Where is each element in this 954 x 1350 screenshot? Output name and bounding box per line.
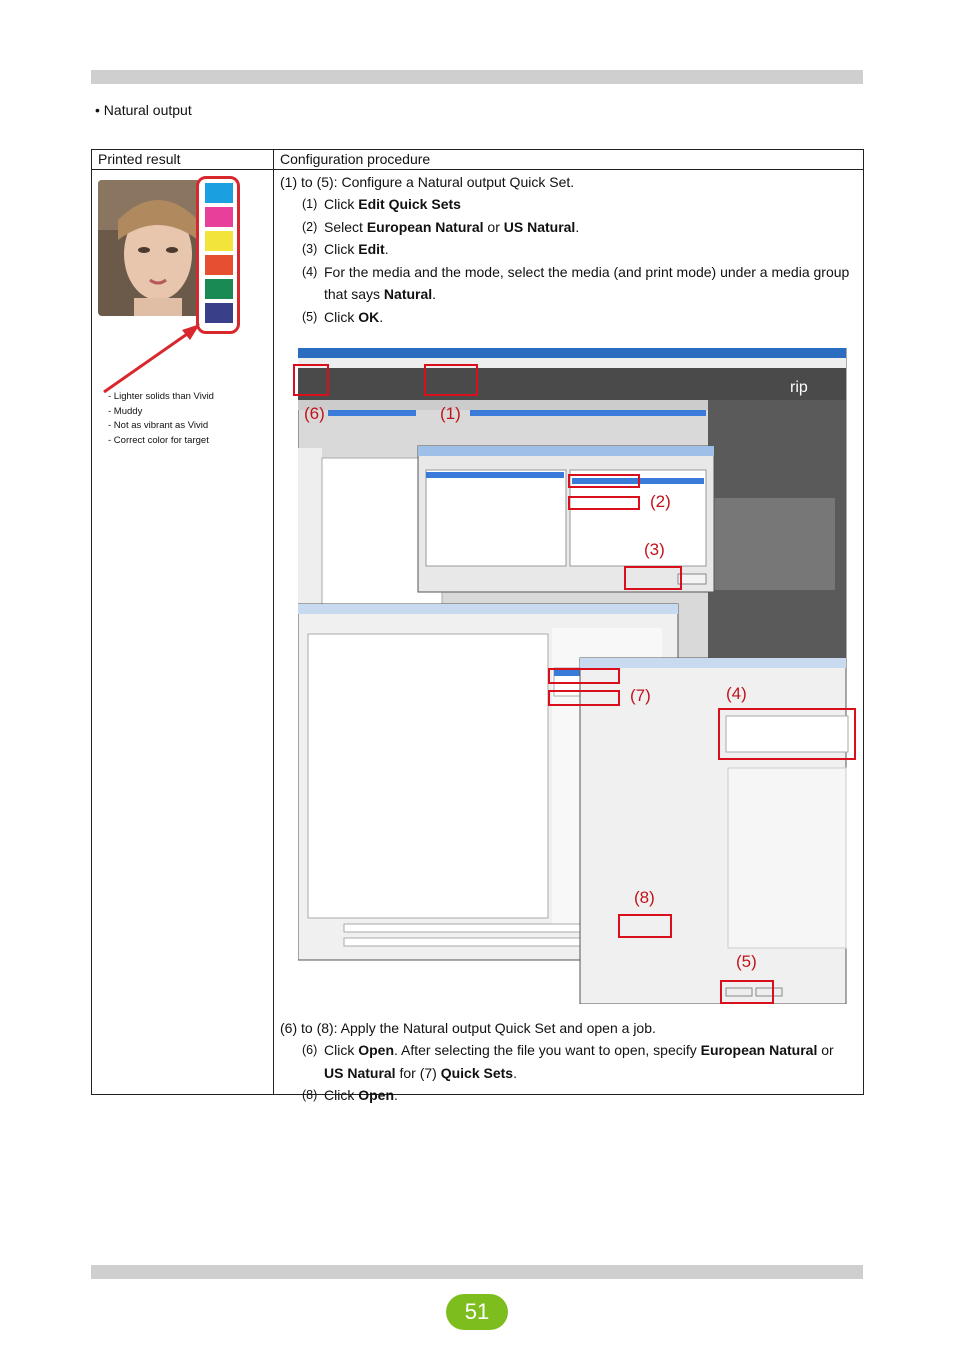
procedure-steps-2 [280, 1039, 857, 1107]
callout-box-european-natural [568, 474, 640, 488]
callout-box-us-natural [568, 496, 640, 510]
header-configuration-procedure: Configuration procedure [274, 150, 864, 170]
callout-label-4: (4) [726, 684, 747, 703]
callout-box-quickset-us [548, 690, 620, 706]
callout-label-6: (6) [304, 404, 325, 423]
step-item: (2) Select European Natural or US Natural. [302, 218, 580, 235]
step-item: (8) Click Open. [302, 1087, 398, 1103]
rip-software-screenshot [298, 348, 850, 1004]
step-item: (1) Click Edit Quick Sets [302, 196, 461, 212]
callout-box-edit-button [624, 566, 682, 590]
bottom-divider-bar [91, 1265, 863, 1279]
step-item: (4) For the media and the mode, select the media (and print mode) under a media group that says Natural. [302, 263, 850, 302]
callout-box-quickset-european [548, 668, 620, 684]
printed-result-cell [92, 170, 274, 1095]
callout-label-3: (3) [644, 540, 665, 559]
procedure-intro-1: (1) to (5): Configure a Natural output Quick Set. [280, 174, 575, 190]
note-item: - Muddy [108, 405, 143, 417]
note-item: - Correct color for target [108, 434, 209, 446]
step-item: (6) Click Open. After selecting the file you want to open, specify European Natural or US Natural for (7) Quick Sets. [302, 1042, 834, 1081]
callout-label-5: (5) [736, 952, 757, 971]
callout-box-ok-button [720, 980, 774, 1004]
callout-label-7: (7) [630, 686, 651, 705]
callout-box-media-fields [718, 708, 856, 760]
step-item: (3) Click Edit. [302, 241, 389, 257]
procedure-table [91, 149, 864, 1103]
top-divider-bar [91, 70, 863, 84]
header-printed-result: Printed result [92, 150, 274, 170]
callout-label-1: (1) [440, 404, 461, 423]
note-item: - Not as vibrant as Vivid [108, 420, 209, 431]
procedure-cell [274, 170, 864, 1103]
callout-label-8: (8) [634, 888, 655, 907]
callout-label-2: (2) [650, 492, 671, 511]
page-number: 51 [446, 1294, 508, 1330]
procedure-intro-2: (6) to (8): Apply the Natural output Quick Set and open a job. [280, 1020, 656, 1036]
red-arrow-icon [92, 170, 262, 410]
step-item: (5) Click OK. [302, 308, 384, 325]
procedure-steps-1 [280, 193, 857, 328]
callout-box-edit-quick-sets [424, 364, 478, 396]
result-notes [108, 390, 214, 448]
callout-box-open [293, 364, 329, 396]
procedure-part-2 [280, 1016, 857, 1107]
callout-box-open-button [618, 914, 672, 938]
section-bullet: • Natural output [95, 102, 192, 118]
note-item: - Lighter solids than Vivid [108, 391, 214, 402]
svg-text:rip: rip [790, 379, 808, 396]
